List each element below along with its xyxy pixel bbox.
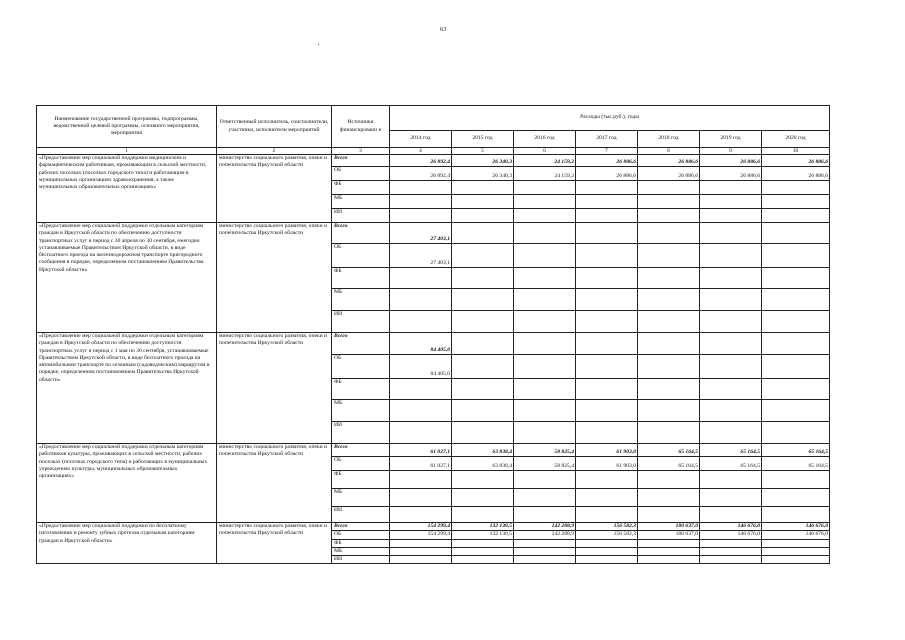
expense-value [452, 244, 514, 268]
expense-value [576, 422, 638, 444]
expense-value [576, 268, 638, 289]
expense-value [700, 209, 762, 223]
expense-value [576, 333, 638, 355]
expense-value: 146 676,0 [762, 531, 830, 539]
expense-value [700, 547, 762, 555]
expense-value: 65 164,5 [762, 444, 830, 457]
expense-value: 180 637,0 [638, 531, 700, 539]
expense-value [576, 547, 638, 555]
expense-value: 26 886,6 [700, 167, 762, 181]
column-number: 7 [576, 148, 638, 155]
expense-value [762, 547, 830, 555]
expense-value: 61 903,0 [576, 444, 638, 457]
expense-value [390, 489, 452, 507]
measure-executor: министерство социального развития, опеки и попечительства Иркутской области [217, 333, 332, 444]
scan-dot [318, 44, 319, 45]
expense-value: 61 903,0 [576, 457, 638, 471]
expense-value [762, 507, 830, 523]
expense-value [762, 195, 830, 209]
year-header: 2016 год [514, 131, 576, 148]
expense-value [390, 400, 452, 422]
funding-source: ОБ [332, 531, 390, 539]
expense-value [638, 400, 700, 422]
funding-source: ОБ [332, 244, 390, 268]
expense-value [762, 181, 830, 195]
expense-value: 65 164,5 [762, 457, 830, 471]
expense-value: 65 164,5 [700, 457, 762, 471]
expense-value: 27 403,1 [390, 244, 452, 268]
column-number: 6 [514, 148, 576, 155]
table-row [37, 444, 830, 457]
expense-value: 24 159,2 [514, 155, 576, 167]
expense-value [452, 209, 514, 223]
funding-source: МБ [332, 289, 390, 311]
expense-value [576, 289, 638, 311]
expense-value: 26 886,6 [700, 155, 762, 167]
expense-value: 61 027,1 [390, 457, 452, 471]
funding-source: Всего [332, 223, 390, 244]
expense-value [762, 268, 830, 289]
expense-value [452, 489, 514, 507]
expense-value [452, 400, 514, 422]
expense-value [762, 471, 830, 489]
page-number: 63 [440, 26, 447, 33]
expense-value [762, 289, 830, 311]
year-header: 2015 год [452, 131, 514, 148]
table-row [37, 333, 830, 355]
expense-value [762, 400, 830, 422]
expense-value [514, 355, 576, 379]
expense-value [576, 195, 638, 209]
expense-value [762, 244, 830, 268]
measure-executor: министерство социального развития, опеки и попечительства Иркутской области [217, 155, 332, 223]
expense-value [514, 556, 576, 564]
expense-value [638, 489, 700, 507]
funding-source: ФБ [332, 471, 390, 489]
table-row [37, 523, 830, 531]
expense-value [638, 556, 700, 564]
expense-value [576, 400, 638, 422]
expense-value [762, 333, 830, 355]
expense-value [514, 400, 576, 422]
column-number: 9 [700, 148, 762, 155]
expense-value [576, 489, 638, 507]
expense-value: 65 164,5 [638, 457, 700, 471]
expense-value [452, 471, 514, 489]
column-number: 4 [390, 148, 452, 155]
expense-value [452, 223, 514, 244]
expense-value: 26 340,3 [452, 167, 514, 181]
expense-value [452, 289, 514, 311]
expense-value [390, 539, 452, 547]
expense-value [576, 209, 638, 223]
expense-value [390, 507, 452, 523]
measure-executor: министерство социального развития, опеки и попечительства Иркутской области [217, 223, 332, 333]
expense-value [514, 311, 576, 333]
expense-value [700, 181, 762, 195]
expense-value: 132 130,5 [452, 523, 514, 531]
funding-source: Всего [332, 333, 390, 355]
expense-value [514, 268, 576, 289]
expense-value [762, 422, 830, 444]
expense-value: 58 825,4 [514, 457, 576, 471]
expense-value: 24 159,2 [514, 167, 576, 181]
expense-value [514, 379, 576, 400]
funding-source: ФБ [332, 379, 390, 400]
expense-value [452, 379, 514, 400]
expense-value [514, 223, 576, 244]
funding-source: Всего [332, 155, 390, 167]
expense-value [390, 311, 452, 333]
funding-source: МБ [332, 547, 390, 555]
expense-value [638, 244, 700, 268]
expense-value: 154 299,4 [390, 523, 452, 531]
expense-value [514, 507, 576, 523]
table-body [37, 155, 830, 564]
expense-value: 84 405,0 [390, 355, 452, 379]
expense-value [452, 268, 514, 289]
measure-executor: министерство социального развития, опеки и попечительства Иркутской области [217, 444, 332, 523]
expense-value [390, 471, 452, 489]
year-header: 2014 год [390, 131, 452, 148]
header-name: Наименование государственной программы, подпрограммы, ведомственной целевой программы, основного мероприятия, мероприятия [37, 106, 217, 148]
expense-value: 26 892,4 [390, 167, 452, 181]
expense-value [390, 181, 452, 195]
expense-value [576, 539, 638, 547]
expense-value [514, 333, 576, 355]
expense-value [762, 539, 830, 547]
funding-source: ОБ [332, 355, 390, 379]
expense-value [452, 195, 514, 209]
expense-value [638, 268, 700, 289]
expense-value [762, 355, 830, 379]
funding-source: Всего [332, 523, 390, 531]
measure-name: «Предоставление мер социальной поддержки по бесплатному изготовлению и ремонту зубных протезов отдельным категориям граждан в Иркутской области» [37, 523, 217, 564]
expense-value: 26 886,6 [576, 167, 638, 181]
expense-value [576, 181, 638, 195]
expense-value [452, 311, 514, 333]
header-executor: Ответственный исполнитель, соисполнители, участники, исполнители мероприятий [217, 106, 332, 148]
expense-value: 58 825,4 [514, 444, 576, 457]
expense-value [700, 195, 762, 209]
expense-value [638, 471, 700, 489]
expense-value: 26 340,3 [452, 155, 514, 167]
year-header: 2017 год [576, 131, 638, 148]
column-number: 5 [452, 148, 514, 155]
expense-value [638, 311, 700, 333]
column-number: 10 [762, 148, 830, 155]
expense-value [638, 195, 700, 209]
expense-value [390, 195, 452, 209]
expense-value [700, 244, 762, 268]
expense-value [514, 471, 576, 489]
expense-value [638, 547, 700, 555]
expense-value: 63 838,4 [452, 457, 514, 471]
expense-value [514, 489, 576, 507]
expense-value: 26 886,6 [576, 155, 638, 167]
expense-value [514, 209, 576, 223]
expense-value [514, 195, 576, 209]
financing-table [36, 105, 830, 564]
funding-source: ИИ [332, 209, 390, 223]
expense-value [390, 422, 452, 444]
expense-value [762, 379, 830, 400]
expense-value [452, 333, 514, 355]
expense-value [638, 333, 700, 355]
expense-value: 132 130,5 [452, 531, 514, 539]
expense-value [390, 209, 452, 223]
funding-source: ИИ [332, 556, 390, 564]
expense-value [638, 379, 700, 400]
expense-value [638, 209, 700, 223]
expense-value [762, 556, 830, 564]
expense-value: 26 886,6 [638, 167, 700, 181]
expense-value [700, 539, 762, 547]
funding-source: ФБ [332, 268, 390, 289]
expense-value [576, 244, 638, 268]
expense-value [390, 289, 452, 311]
funding-source: ФБ [332, 181, 390, 195]
expense-value [700, 379, 762, 400]
table-row [37, 223, 830, 244]
table-row [37, 155, 830, 167]
column-number-row [37, 148, 830, 155]
year-header: 2018 год [638, 131, 700, 148]
expense-value: 65 164,5 [700, 444, 762, 457]
expense-value [700, 471, 762, 489]
expense-value [638, 181, 700, 195]
expense-value [700, 333, 762, 355]
expense-value [700, 400, 762, 422]
measure-name: «Предоставление мер социальной поддержки отдельным категориям граждан в Иркутской области по обеспечению доступности транспортных услуг в период с 30 апреля по 30 сентября, ежегодно устанавливаемые Правительством Иркутской области, в виде бесплатного проезда на железнодорожном транспорте пригородного сообщения в порядке, определенном постановлением Правительства Иркутской области» [37, 223, 217, 333]
expense-value [452, 422, 514, 444]
expense-value [514, 539, 576, 547]
expense-value [452, 539, 514, 547]
expense-value [576, 355, 638, 379]
measure-executor: министерство социального развития, опеки и попечительства Иркутской области [217, 523, 332, 564]
expense-value: 26 892,4 [390, 155, 452, 167]
expense-value [638, 539, 700, 547]
expense-value [514, 181, 576, 195]
measure-name: «Предоставление мер социальной поддержки отдельным категориям граждан в Иркутской области по обеспечению доступности транспортных услуг в период с 1 мая по 30 сентября, устанавливаемые Правительством Иркутской области, в виде бесплатного проезда на автомобильном транспорте по сезонным (садоводческим) маршрутам в порядке, определенном постановлением Правительства Иркутской области» [37, 333, 217, 444]
header-source: Источники финансировани я [332, 106, 390, 148]
expense-value [700, 507, 762, 523]
expense-value [700, 311, 762, 333]
expense-value [638, 355, 700, 379]
expense-value [638, 223, 700, 244]
expense-value [576, 471, 638, 489]
expense-value [390, 556, 452, 564]
expense-value [762, 223, 830, 244]
expense-value [700, 489, 762, 507]
expense-value [576, 556, 638, 564]
funding-source: МБ [332, 489, 390, 507]
expense-value [576, 311, 638, 333]
expense-value [576, 223, 638, 244]
expense-value [638, 422, 700, 444]
expense-value: 63 838,4 [452, 444, 514, 457]
expense-value [576, 379, 638, 400]
expense-value [514, 422, 576, 444]
funding-source: ИИ [332, 507, 390, 523]
expense-value [762, 489, 830, 507]
funding-source: ОБ [332, 167, 390, 181]
column-number: 2 [217, 148, 332, 155]
expense-value: 156 582,3 [576, 523, 638, 531]
expense-value [452, 181, 514, 195]
expense-value: 26 886,6 [762, 167, 830, 181]
header-expenses: Расходы (тыс.руб.), годы [390, 106, 830, 131]
funding-source: Всего [332, 444, 390, 457]
expense-value [390, 547, 452, 555]
year-header: 2020 год [762, 131, 830, 148]
measure-name: «Предоставление мер социальной поддержки медицинским и фармацевтическим работникам, проживающим в сельской местности, рабочих поселках (поселках городского типа) и работающим в муниципальных организациях здравоохранения, а также муниципальных образовательных организациях» [37, 155, 217, 223]
column-number: 3 [332, 148, 390, 155]
funding-source: МБ [332, 195, 390, 209]
year-header: 2019 год [700, 131, 762, 148]
expense-value [762, 311, 830, 333]
expense-value [390, 379, 452, 400]
expense-value: 65 164,5 [638, 444, 700, 457]
expense-value [700, 289, 762, 311]
expense-value: 142 288,9 [514, 523, 576, 531]
expense-value: 26 886,6 [638, 155, 700, 167]
expense-value [700, 556, 762, 564]
expense-value [514, 244, 576, 268]
expense-value [700, 223, 762, 244]
funding-source: ФБ [332, 539, 390, 547]
funding-source: МБ [332, 400, 390, 422]
funding-source: ИИ [332, 422, 390, 444]
expense-value [390, 268, 452, 289]
expense-value [700, 422, 762, 444]
expense-value: 84 405,0 [390, 333, 452, 355]
expense-value: 154 299,4 [390, 531, 452, 539]
expense-value [576, 507, 638, 523]
expense-value: 142 288,9 [514, 531, 576, 539]
column-number: 1 [37, 148, 217, 155]
expense-value [452, 355, 514, 379]
expense-value: 61 027,1 [390, 444, 452, 457]
expense-value: 146 676,0 [762, 523, 830, 531]
expense-value [514, 289, 576, 311]
expense-value: 26 886,6 [762, 155, 830, 167]
expense-value [700, 355, 762, 379]
expense-value [514, 547, 576, 555]
expense-value [638, 507, 700, 523]
expense-value: 146 676,0 [700, 523, 762, 531]
expense-value [452, 507, 514, 523]
measure-name: «Предоставление мер социальной поддержки отдельным категориям работников культуры, проживающих в сельской местности, рабочих поселках (поселках городского типа) и работающих в муниципальных учреждениях культуры, муниципальных образовательных организациях» [37, 444, 217, 523]
expense-value [638, 289, 700, 311]
expense-value: 180 637,0 [638, 523, 700, 531]
expense-value: 156 582,3 [576, 531, 638, 539]
expense-value [452, 547, 514, 555]
expense-value [700, 268, 762, 289]
funding-source: ОБ [332, 457, 390, 471]
funding-source: ИИ [332, 311, 390, 333]
expense-value: 146 676,0 [700, 531, 762, 539]
column-number: 8 [638, 148, 700, 155]
expense-value [452, 556, 514, 564]
expense-value [762, 209, 830, 223]
expense-value: 27 403,1 [390, 223, 452, 244]
